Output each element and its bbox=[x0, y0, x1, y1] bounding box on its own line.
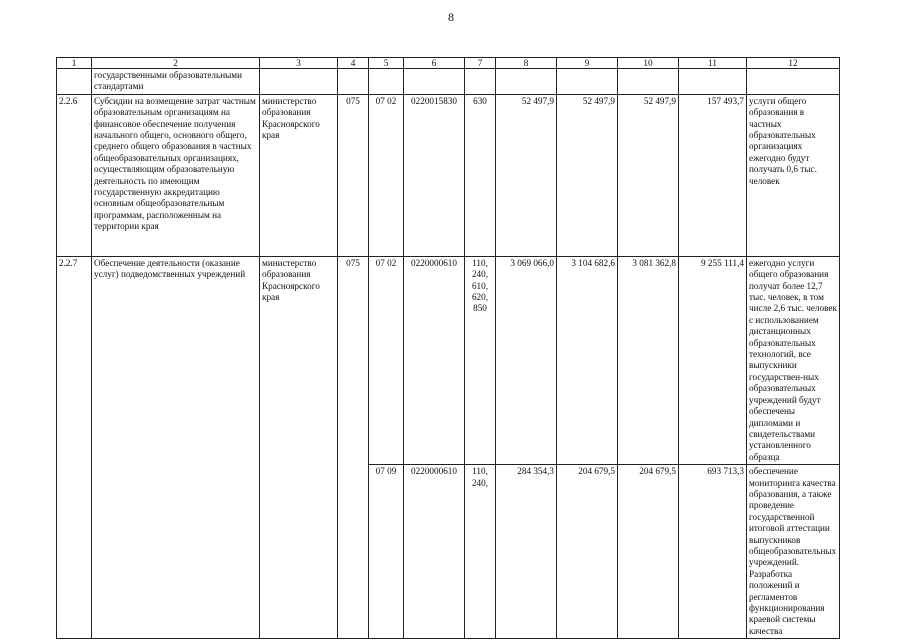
amount-total: 9 255 111,4 bbox=[679, 256, 747, 464]
header-cell: 6 bbox=[404, 58, 465, 69]
amount-total: 157 493,7 bbox=[679, 94, 747, 256]
header-cell: 5 bbox=[369, 58, 404, 69]
amount-total: 693 713,3 bbox=[679, 465, 747, 639]
row-number: 2.2.7 bbox=[57, 256, 92, 464]
budget-table bbox=[56, 57, 840, 639]
amount-year-1: 3 069 066,0 bbox=[496, 256, 557, 464]
header-cell: 3 bbox=[260, 58, 338, 69]
header-cell: 4 bbox=[338, 58, 369, 69]
header-cell: 9 bbox=[557, 58, 618, 69]
ministry-name: министерство образования Красноярского края bbox=[260, 256, 338, 464]
rzpr-code: 07 02 bbox=[369, 256, 404, 464]
rzpr-code: 07 09 bbox=[369, 465, 404, 639]
ministry-name: министерство образования Красноярского края bbox=[260, 94, 338, 256]
table-row bbox=[57, 94, 840, 256]
header-row bbox=[57, 58, 840, 69]
amount-year-2: 3 104 682,6 bbox=[557, 256, 618, 464]
vr-code: 110, 240, bbox=[465, 465, 496, 639]
activity-name: Субсидии на возмещение затрат частным образовательным организациям на финансовое обеспечение получения начального общего, основного общего, среднего общего образования в частных общеобразовательных организациях, осуществляющим образовательную деятельность по имеющим государственную аккредитацию основным общеобразовательным программам, расположенным на территории края bbox=[92, 94, 260, 256]
expected-result: ежегодно услуги общего образования получат более 12,7 тыс. человек, в том числе 2,6 тыс. человек с использованием дистанционных образовательных технологий, все выпускники государствен-ных образовательных учреждений будут обеспечены дипломами и свидетельствами установленного образца bbox=[747, 256, 840, 464]
continuation-row bbox=[57, 69, 840, 95]
header-cell: 7 bbox=[465, 58, 496, 69]
row-number: 2.2.6 bbox=[57, 94, 92, 256]
header-cell: 2 bbox=[92, 58, 260, 69]
header-cell: 1 bbox=[57, 58, 92, 69]
grbs-code: 075 bbox=[338, 94, 369, 256]
header-cell: 11 bbox=[679, 58, 747, 69]
expected-result: обеспечение мониторинга качества образования, а также проведение государственной итоговой аттестации выпускников общеобразовательных учреждений. Разработка положений и регламентов функционирования краевой системы качества bbox=[747, 465, 840, 639]
amount-year-3: 204 679,5 bbox=[618, 465, 679, 639]
continuation-text: государственными образовательными стандартами bbox=[92, 69, 260, 95]
csr-code: 0220000610 bbox=[404, 465, 465, 639]
activity-name: Обеспечение деятельности (оказание услуг) подведомственных учреждений bbox=[92, 256, 260, 464]
header-cell: 10 bbox=[618, 58, 679, 69]
header-cell: 8 bbox=[496, 58, 557, 69]
amount-year-3: 52 497,9 bbox=[618, 94, 679, 256]
csr-code: 0220000610 bbox=[404, 256, 465, 464]
vr-code: 630 bbox=[465, 94, 496, 256]
amount-year-1: 284 354,3 bbox=[496, 465, 557, 639]
header-cell: 12 bbox=[747, 58, 840, 69]
amount-year-1: 52 497,9 bbox=[496, 94, 557, 256]
expected-result: услуги общего образования в частных образовательных организациях ежегодно будут получать 0,6 тыс. человек bbox=[747, 94, 840, 256]
amount-year-2: 52 497,9 bbox=[557, 94, 618, 256]
amount-year-3: 3 081 362,8 bbox=[618, 256, 679, 464]
amount-year-2: 204 679,5 bbox=[557, 465, 618, 639]
vr-code: 110, 240, 610, 620, 850 bbox=[465, 256, 496, 464]
grbs-code: 075 bbox=[338, 256, 369, 464]
rzpr-code: 07 02 bbox=[369, 94, 404, 256]
csr-code: 0220015830 bbox=[404, 94, 465, 256]
page-number: 8 bbox=[448, 10, 454, 24]
table-subrow bbox=[57, 465, 840, 639]
table-row bbox=[57, 256, 840, 464]
